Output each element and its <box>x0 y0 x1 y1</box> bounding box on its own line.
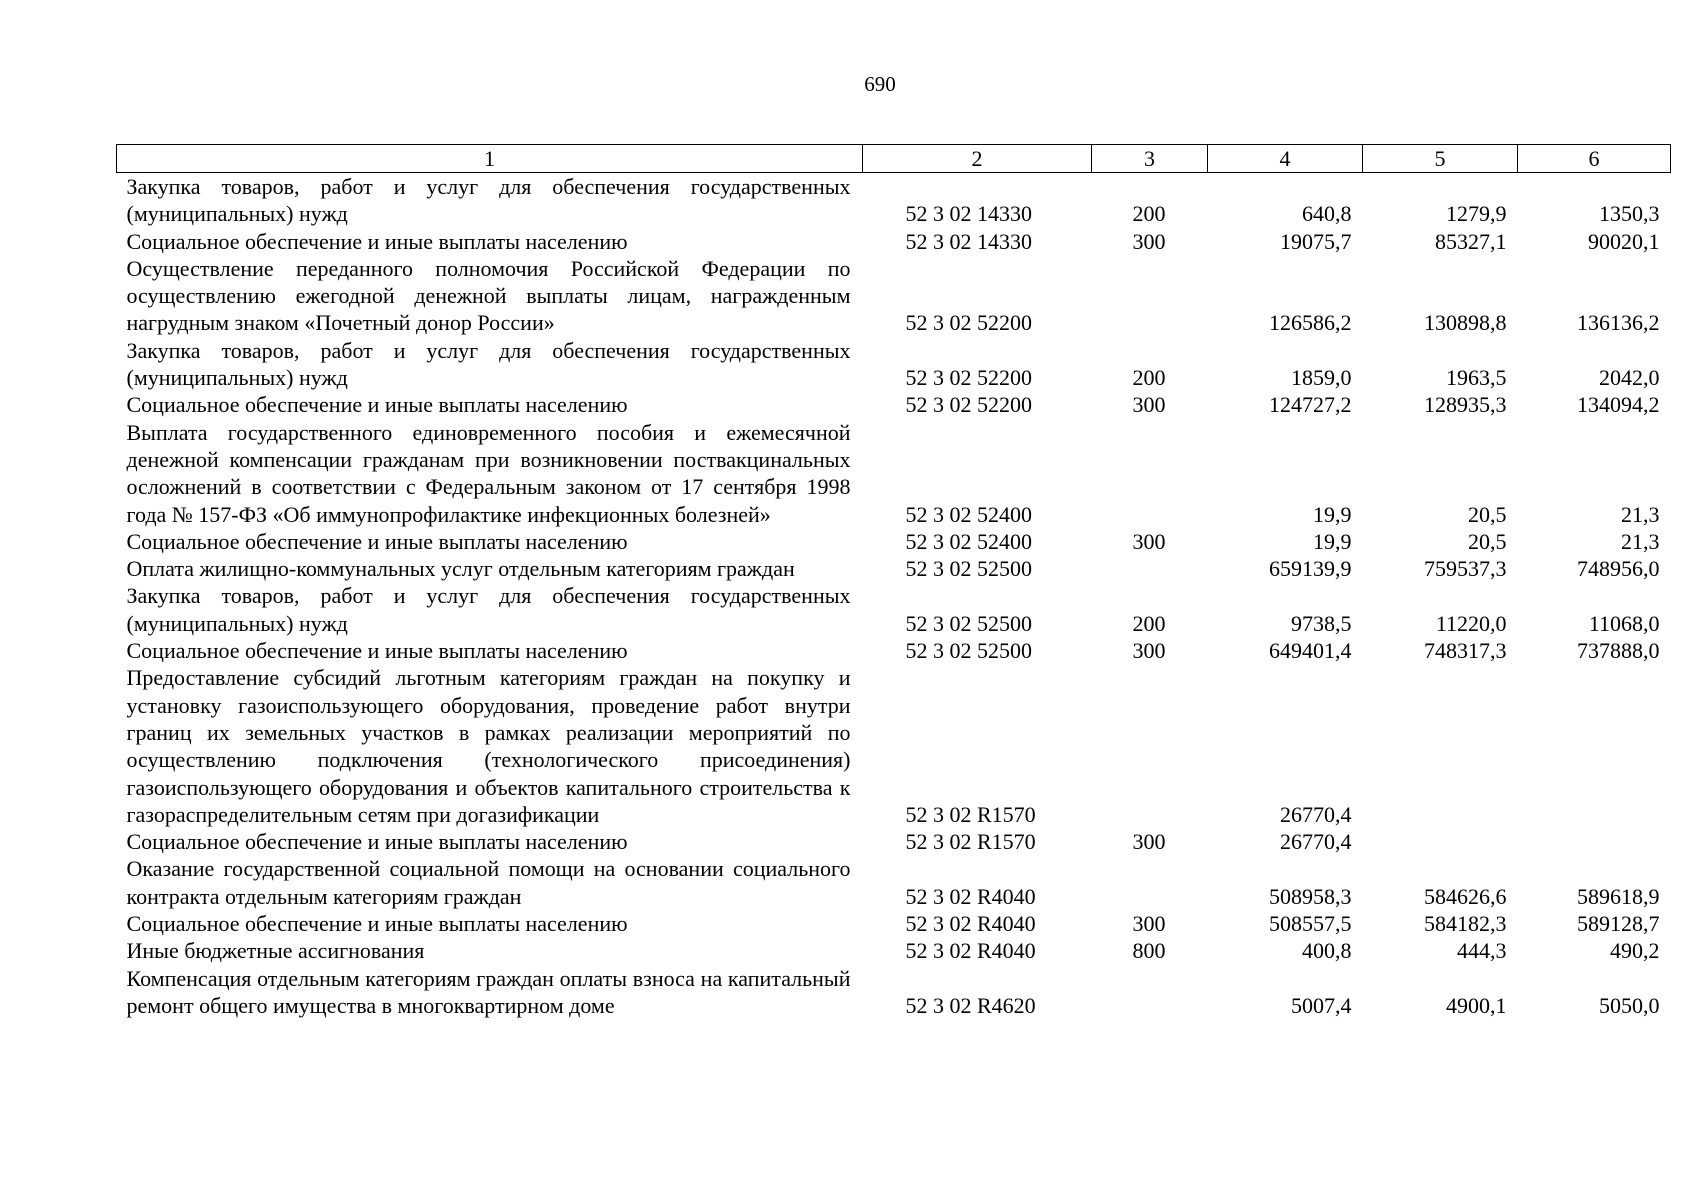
row-value-col5: 584182,3 <box>1424 911 1507 937</box>
row-value-col5: 128935,3 <box>1424 392 1507 418</box>
table-row <box>117 255 1671 337</box>
row-code: 52 3 02 52200 <box>905 310 1032 336</box>
column-header: 3 <box>1092 145 1208 173</box>
row-expense-type: 800 <box>1132 938 1166 964</box>
page-number: 690 <box>864 72 896 96</box>
row-expense-type: 300 <box>1132 911 1166 937</box>
row-value-col4: 659139,9 <box>1269 556 1352 582</box>
row-expense-type: 300 <box>1132 638 1166 664</box>
row-value-col6: 134094,2 <box>1577 392 1660 418</box>
row-value-col5: 444,3 <box>1457 938 1507 964</box>
row-code: 52 3 02 14330 <box>905 201 1032 227</box>
column-header: 2 <box>863 145 1092 173</box>
row-value-col4: 508557,5 <box>1269 911 1352 937</box>
row-expense-type: 300 <box>1132 528 1166 554</box>
table-row <box>117 828 1671 855</box>
row-value-col4: 5007,4 <box>1291 992 1352 1018</box>
row-description: Социальное обеспечение и иные выплаты населению <box>126 528 628 554</box>
row-value-col6 <box>1518 664 1671 828</box>
row-description: Оказание государственной социальной помощи на основании социального контракта отдельным категориям граждан <box>126 856 851 909</box>
table-row <box>117 419 1671 528</box>
table-row <box>117 855 1671 910</box>
row-value-col5: 748317,3 <box>1424 638 1507 664</box>
header-row <box>117 145 1671 173</box>
row-description: Закупка товаров, работ и услуг для обеспечения государственных (муниципальных) нужд <box>126 337 851 391</box>
table-row <box>117 637 1671 664</box>
row-code: 52 3 02 R4040 <box>905 938 1036 964</box>
column-header: 1 <box>117 145 863 173</box>
row-expense-type: 300 <box>1132 829 1166 855</box>
table-header <box>117 145 1671 173</box>
row-expense-type <box>1092 664 1208 828</box>
row-value-col4: 400,8 <box>1302 938 1352 964</box>
row-code: 52 3 02 52500 <box>905 610 1032 636</box>
row-code: 52 3 02 R1570 <box>905 829 1036 855</box>
row-description: Закупка товаров, работ и услуг для обеспечения государственных (муниципальных) нужд <box>126 174 851 227</box>
row-expense-type <box>1092 965 1208 1020</box>
table-row <box>117 582 1671 637</box>
row-value-col4: 9738,5 <box>1291 610 1352 636</box>
column-header: 6 <box>1518 145 1671 173</box>
row-value-col6: 11068,0 <box>1588 610 1660 636</box>
table-row <box>117 910 1671 937</box>
row-description: Выплата государственного единовременного пособия и ежемесячной денежной компенсации гражданам при возникновении поствакцинальных осложнений в соответствии с Федеральным законом от 17 сентября 1998 года № 157-ФЗ «Об иммунопрофилактике инфекционных болезней» <box>126 419 851 527</box>
row-value-col6: 589618,9 <box>1577 883 1660 909</box>
row-description: Осуществление переданного полномочия Российской Федерации по осуществлению ежегодной денежной выплаты лицам, награжденным нагрудным знаком «Почетный донор России» <box>126 255 851 336</box>
row-code: 52 3 02 52500 <box>905 638 1032 664</box>
row-expense-type: 200 <box>1132 201 1166 227</box>
row-value-col6: 748956,0 <box>1577 556 1660 582</box>
row-value-col4: 26770,4 <box>1280 801 1352 827</box>
table-row <box>117 555 1671 582</box>
row-description: Социальное обеспечение и иные выплаты населению <box>126 392 628 418</box>
row-expense-type: 200 <box>1132 365 1166 391</box>
row-value-col6 <box>1518 828 1671 855</box>
row-description: Компенсация отдельным категориям граждан оплаты взноса на капитальный ремонт общего имущества в многоквартирном доме <box>126 965 851 1018</box>
row-expense-type <box>1092 419 1208 528</box>
table-row <box>117 173 1671 228</box>
row-value-col5: 1963,5 <box>1446 365 1507 391</box>
row-value-col4: 126586,2 <box>1269 310 1352 336</box>
row-expense-type <box>1092 855 1208 910</box>
table-row <box>117 228 1671 255</box>
row-value-col6: 490,2 <box>1610 938 1660 964</box>
row-description: Социальное обеспечение и иные выплаты населению <box>126 911 628 937</box>
row-value-col5: 1279,9 <box>1446 201 1507 227</box>
row-code: 52 3 02 52400 <box>905 528 1032 554</box>
row-code: 52 3 02 R1570 <box>905 801 1036 827</box>
row-value-col5: 4900,1 <box>1446 992 1507 1018</box>
budget-table <box>116 144 1671 1019</box>
row-description: Социальное обеспечение и иные выплаты населению <box>126 228 628 254</box>
row-expense-type <box>1092 555 1208 582</box>
row-code: 52 3 02 R4620 <box>905 992 1036 1018</box>
row-code: 52 3 02 52200 <box>905 365 1032 391</box>
row-value-col4: 19,9 <box>1313 528 1352 554</box>
row-value-col6: 1350,3 <box>1599 201 1660 227</box>
column-header: 4 <box>1208 145 1363 173</box>
row-value-col6: 2042,0 <box>1599 365 1660 391</box>
row-description: Социальное обеспечение и иные выплаты населению <box>126 638 628 664</box>
row-value-col6: 737888,0 <box>1577 638 1660 664</box>
table-row <box>117 337 1671 392</box>
row-value-col6: 136136,2 <box>1577 310 1660 336</box>
row-code: 52 3 02 R4040 <box>905 911 1036 937</box>
row-description: Иные бюджетные ассигнования <box>126 938 425 964</box>
row-value-col6: 21,3 <box>1621 528 1660 554</box>
row-code: 52 3 02 52200 <box>905 392 1032 418</box>
row-description: Оплата жилищно-коммунальных услуг отдельным категориям граждан <box>126 556 795 582</box>
row-value-col5: 759537,3 <box>1424 556 1507 582</box>
row-value-col4: 508958,3 <box>1269 883 1352 909</box>
column-header: 5 <box>1363 145 1518 173</box>
row-value-col4: 649401,4 <box>1269 638 1352 664</box>
row-code: 52 3 02 52500 <box>905 556 1032 582</box>
row-value-col5: 20,5 <box>1468 501 1507 527</box>
table-row <box>117 664 1671 828</box>
table-row <box>117 391 1671 418</box>
row-value-col5 <box>1363 828 1518 855</box>
table-row <box>117 937 1671 964</box>
row-value-col4: 26770,4 <box>1280 829 1352 855</box>
row-value-col5: 130898,8 <box>1424 310 1507 336</box>
row-value-col5: 85327,1 <box>1435 228 1507 254</box>
row-value-col6: 21,3 <box>1621 501 1660 527</box>
table-body <box>117 173 1671 1020</box>
row-value-col5 <box>1363 664 1518 828</box>
row-value-col6: 5050,0 <box>1599 992 1660 1018</box>
row-value-col5: 11220,0 <box>1435 610 1507 636</box>
table-row <box>117 965 1671 1020</box>
row-description: Закупка товаров, работ и услуг для обеспечения государственных (муниципальных) нужд <box>126 583 851 636</box>
row-expense-type: 200 <box>1132 610 1166 636</box>
row-code: 52 3 02 R4040 <box>905 883 1036 909</box>
row-expense-type: 300 <box>1132 392 1166 418</box>
row-code: 52 3 02 14330 <box>905 228 1032 254</box>
row-value-col4: 19,9 <box>1313 501 1352 527</box>
row-expense-type <box>1092 255 1208 337</box>
row-code: 52 3 02 52400 <box>905 501 1032 527</box>
row-value-col5: 584626,6 <box>1424 883 1507 909</box>
row-expense-type: 300 <box>1132 228 1166 254</box>
row-value-col4: 124727,2 <box>1269 392 1352 418</box>
row-value-col4: 19075,7 <box>1280 228 1352 254</box>
row-value-col4: 1859,0 <box>1291 365 1352 391</box>
row-description: Социальное обеспечение и иные выплаты населению <box>126 829 628 855</box>
row-value-col5: 20,5 <box>1468 528 1507 554</box>
row-value-col6: 589128,7 <box>1577 911 1660 937</box>
table-row <box>117 528 1671 555</box>
row-description: Предоставление субсидий льготным категориям граждан на покупку и установку газоиспользующего оборудования, проведение работ внутри границ их земельных участков в рамках реализации мероприятий по осуществлению подключения (технологического присоединения) газоиспользующего оборудования и объектов капитального строительства к газораспределительным сетям при догазификации <box>126 665 851 827</box>
row-value-col6: 90020,1 <box>1588 228 1660 254</box>
row-value-col4: 640,8 <box>1302 201 1352 227</box>
